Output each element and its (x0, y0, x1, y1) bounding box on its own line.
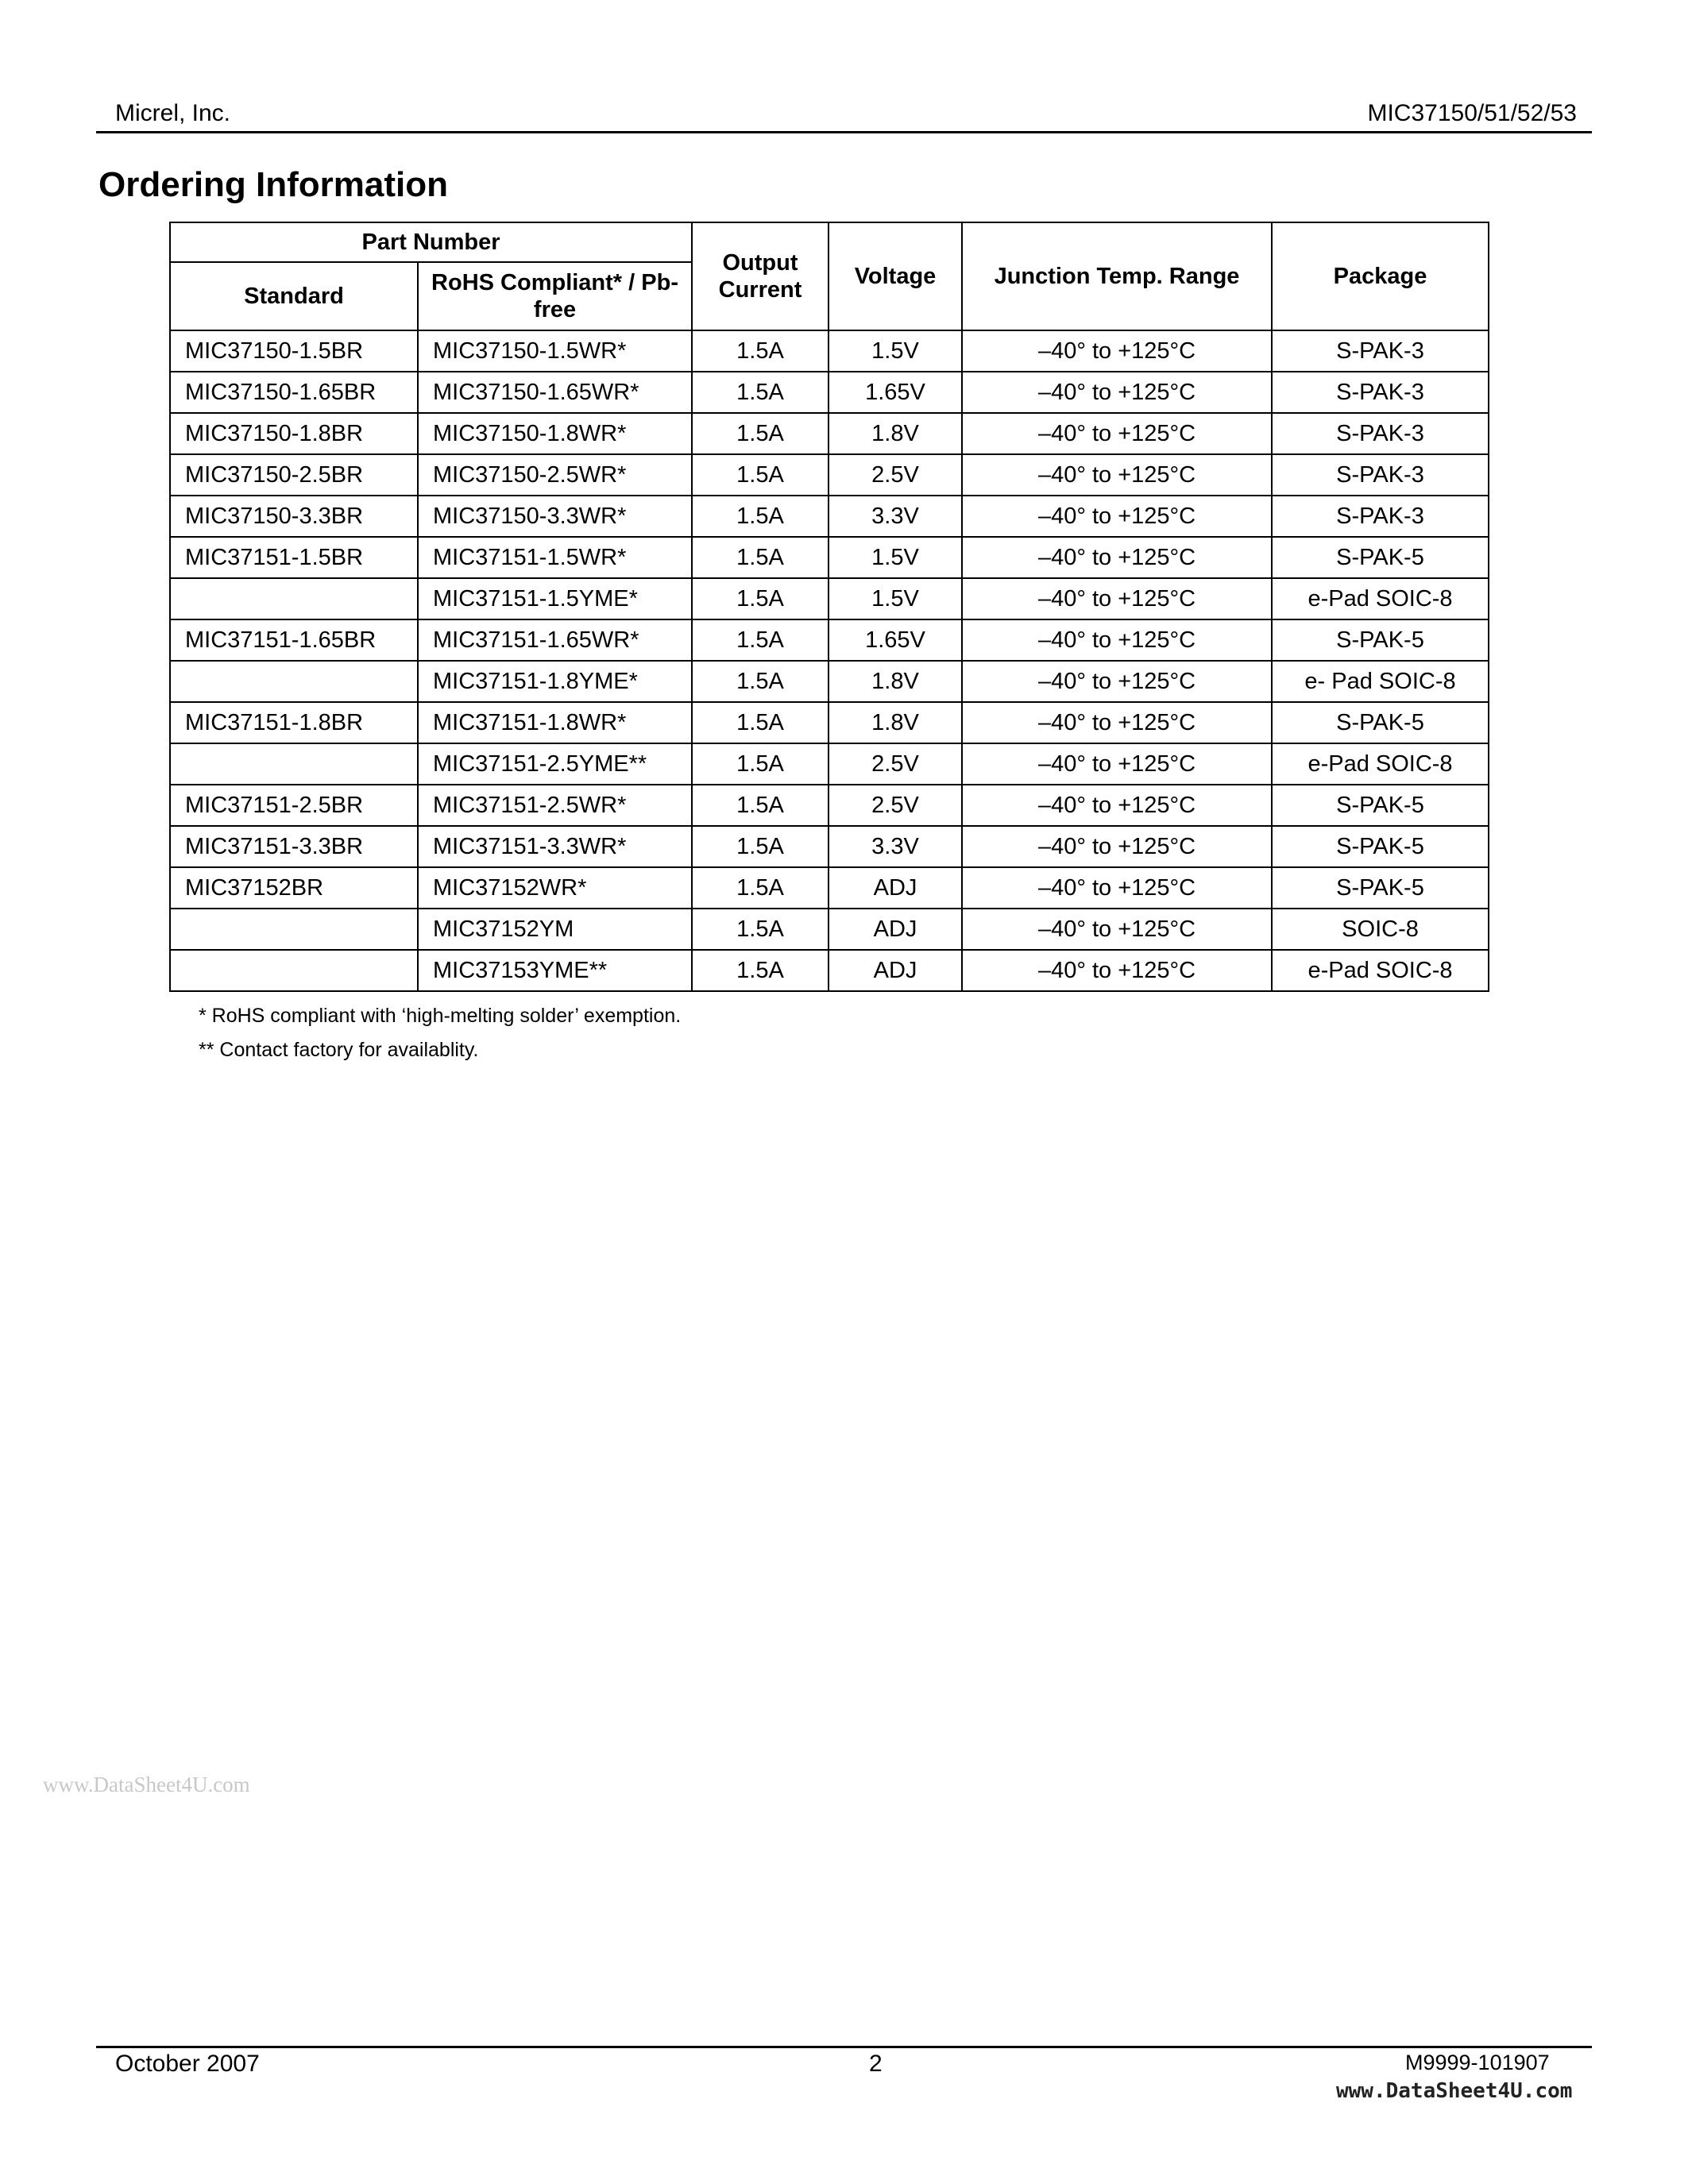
cell-junction-temp-range: –40° to +125°C (962, 537, 1272, 578)
cell-standard-part (170, 743, 418, 785)
cell-package: S-PAK-3 (1272, 372, 1489, 413)
cell-rohs-part: MIC37151-3.3WR* (418, 826, 692, 867)
cell-standard-part: MIC37151-2.5BR (170, 785, 418, 826)
cell-output-current: 1.5A (692, 743, 829, 785)
cell-voltage: ADJ (829, 909, 962, 950)
cell-rohs-part: MIC37150-3.3WR* (418, 496, 692, 537)
cell-rohs-part: MIC37151-1.8WR* (418, 702, 692, 743)
cell-standard-part: MIC37150-3.3BR (170, 496, 418, 537)
cell-rohs-part: MIC37151-1.8YME* (418, 661, 692, 702)
table-row (170, 496, 1489, 537)
cell-package: e-Pad SOIC-8 (1272, 578, 1489, 619)
header-company: Micrel, Inc. (115, 100, 231, 126)
footer-divider (96, 2046, 1592, 2048)
cell-junction-temp-range: –40° to +125°C (962, 909, 1272, 950)
cell-output-current: 1.5A (692, 826, 829, 867)
col-header-junction-temp: Junction Temp. Range (962, 222, 1272, 330)
cell-voltage: 3.3V (829, 826, 962, 867)
cell-package: S-PAK-5 (1272, 537, 1489, 578)
cell-package: S-PAK-3 (1272, 413, 1489, 454)
cell-output-current: 1.5A (692, 661, 829, 702)
cell-output-current: 1.5A (692, 496, 829, 537)
cell-rohs-part: MIC37150-1.5WR* (418, 330, 692, 372)
cell-rohs-part: MIC37151-1.65WR* (418, 619, 692, 661)
cell-package: S-PAK-5 (1272, 619, 1489, 661)
cell-standard-part: MIC37150-1.65BR (170, 372, 418, 413)
table-row (170, 454, 1489, 496)
table-row (170, 743, 1489, 785)
cell-junction-temp-range: –40° to +125°C (962, 619, 1272, 661)
cell-junction-temp-range: –40° to +125°C (962, 743, 1272, 785)
table-row (170, 826, 1489, 867)
cell-junction-temp-range: –40° to +125°C (962, 372, 1272, 413)
cell-voltage: 1.8V (829, 661, 962, 702)
cell-standard-part: MIC37150-1.8BR (170, 413, 418, 454)
table-row (170, 785, 1489, 826)
footer-page-number: 2 (869, 2051, 883, 2077)
header-divider (96, 131, 1592, 133)
cell-output-current: 1.5A (692, 619, 829, 661)
table-row (170, 619, 1489, 661)
cell-package: S-PAK-5 (1272, 867, 1489, 909)
col-header-rohs: RoHS Compliant* / Pb-free (418, 262, 692, 330)
cell-rohs-part: MIC37153YME** (418, 950, 692, 991)
cell-package: S-PAK-5 (1272, 785, 1489, 826)
footnote-availability: ** Contact factory for availablity. (199, 1039, 479, 1061)
page-title: Ordering Information (98, 165, 448, 204)
cell-output-current: 1.5A (692, 330, 829, 372)
cell-standard-part (170, 909, 418, 950)
ordering-table (169, 222, 1489, 992)
cell-package: S-PAK-3 (1272, 330, 1489, 372)
cell-voltage: ADJ (829, 950, 962, 991)
cell-junction-temp-range: –40° to +125°C (962, 661, 1272, 702)
footnote-rohs: * RoHS compliant with ‘high-melting solder’ exemption. (199, 1005, 682, 1027)
cell-output-current: 1.5A (692, 867, 829, 909)
table-row (170, 330, 1489, 372)
cell-standard-part (170, 661, 418, 702)
part-number-group-header: Part Number (170, 222, 692, 262)
ordering-table-body (170, 330, 1489, 991)
cell-standard-part (170, 578, 418, 619)
cell-voltage: 1.65V (829, 372, 962, 413)
cell-output-current: 1.5A (692, 578, 829, 619)
cell-rohs-part: MIC37152YM (418, 909, 692, 950)
cell-junction-temp-range: –40° to +125°C (962, 950, 1272, 991)
cell-package: SOIC-8 (1272, 909, 1489, 950)
cell-voltage: 2.5V (829, 785, 962, 826)
table-row (170, 578, 1489, 619)
cell-voltage: 3.3V (829, 496, 962, 537)
cell-rohs-part: MIC37152WR* (418, 867, 692, 909)
cell-output-current: 1.5A (692, 950, 829, 991)
cell-junction-temp-range: –40° to +125°C (962, 413, 1272, 454)
table-row (170, 950, 1489, 991)
footer-watermark: www.DataSheet4U.com (1336, 2079, 1573, 2103)
cell-standard-part: MIC37151-1.65BR (170, 619, 418, 661)
table-row (170, 372, 1489, 413)
cell-standard-part: MIC37151-1.5BR (170, 537, 418, 578)
cell-package: e- Pad SOIC-8 (1272, 661, 1489, 702)
cell-rohs-part: MIC37150-2.5WR* (418, 454, 692, 496)
cell-standard-part: MIC37151-3.3BR (170, 826, 418, 867)
cell-junction-temp-range: –40° to +125°C (962, 496, 1272, 537)
cell-junction-temp-range: –40° to +125°C (962, 578, 1272, 619)
cell-junction-temp-range: –40° to +125°C (962, 454, 1272, 496)
cell-package: S-PAK-5 (1272, 826, 1489, 867)
cell-junction-temp-range: –40° to +125°C (962, 702, 1272, 743)
cell-voltage: 1.5V (829, 578, 962, 619)
col-header-package: Package (1272, 222, 1489, 330)
cell-rohs-part: MIC37151-1.5WR* (418, 537, 692, 578)
cell-output-current: 1.5A (692, 413, 829, 454)
cell-package: S-PAK-3 (1272, 496, 1489, 537)
cell-output-current: 1.5A (692, 785, 829, 826)
cell-rohs-part: MIC37151-1.5YME* (418, 578, 692, 619)
cell-package: e-Pad SOIC-8 (1272, 950, 1489, 991)
cell-package: S-PAK-3 (1272, 454, 1489, 496)
cell-junction-temp-range: –40° to +125°C (962, 330, 1272, 372)
cell-rohs-part: MIC37150-1.65WR* (418, 372, 692, 413)
table-row (170, 702, 1489, 743)
cell-standard-part: MIC37151-1.8BR (170, 702, 418, 743)
cell-standard-part: MIC37152BR (170, 867, 418, 909)
table-row (170, 537, 1489, 578)
cell-rohs-part: MIC37151-2.5YME** (418, 743, 692, 785)
table-row (170, 661, 1489, 702)
cell-standard-part (170, 950, 418, 991)
cell-output-current: 1.5A (692, 909, 829, 950)
cell-voltage: 2.5V (829, 743, 962, 785)
cell-rohs-part: MIC37151-2.5WR* (418, 785, 692, 826)
cell-voltage: 1.5V (829, 330, 962, 372)
watermark-text: www.DataSheet4U.com (43, 1773, 250, 1796)
col-header-output-current: Output Current (692, 222, 829, 330)
header-part-family: MIC37150/51/52/53 (1367, 100, 1577, 126)
cell-voltage: 1.5V (829, 537, 962, 578)
table-row (170, 867, 1489, 909)
cell-voltage: 1.65V (829, 619, 962, 661)
cell-standard-part: MIC37150-2.5BR (170, 454, 418, 496)
col-header-standard: Standard (170, 262, 418, 330)
table-row (170, 909, 1489, 950)
cell-voltage: 1.8V (829, 702, 962, 743)
cell-standard-part: MIC37150-1.5BR (170, 330, 418, 372)
cell-voltage: 1.8V (829, 413, 962, 454)
cell-junction-temp-range: –40° to +125°C (962, 867, 1272, 909)
cell-output-current: 1.5A (692, 454, 829, 496)
cell-rohs-part: MIC37150-1.8WR* (418, 413, 692, 454)
col-header-voltage: Voltage (829, 222, 962, 330)
cell-voltage: ADJ (829, 867, 962, 909)
footer-date: October 2007 (115, 2051, 260, 2077)
cell-junction-temp-range: –40° to +125°C (962, 785, 1272, 826)
cell-output-current: 1.5A (692, 537, 829, 578)
cell-voltage: 2.5V (829, 454, 962, 496)
cell-junction-temp-range: –40° to +125°C (962, 826, 1272, 867)
cell-output-current: 1.5A (692, 372, 829, 413)
table-row (170, 413, 1489, 454)
cell-output-current: 1.5A (692, 702, 829, 743)
footnotes (199, 999, 681, 1067)
cell-package: e-Pad SOIC-8 (1272, 743, 1489, 785)
footer-doc-number: M9999-101907 (1405, 2051, 1550, 2074)
cell-package: S-PAK-5 (1272, 702, 1489, 743)
